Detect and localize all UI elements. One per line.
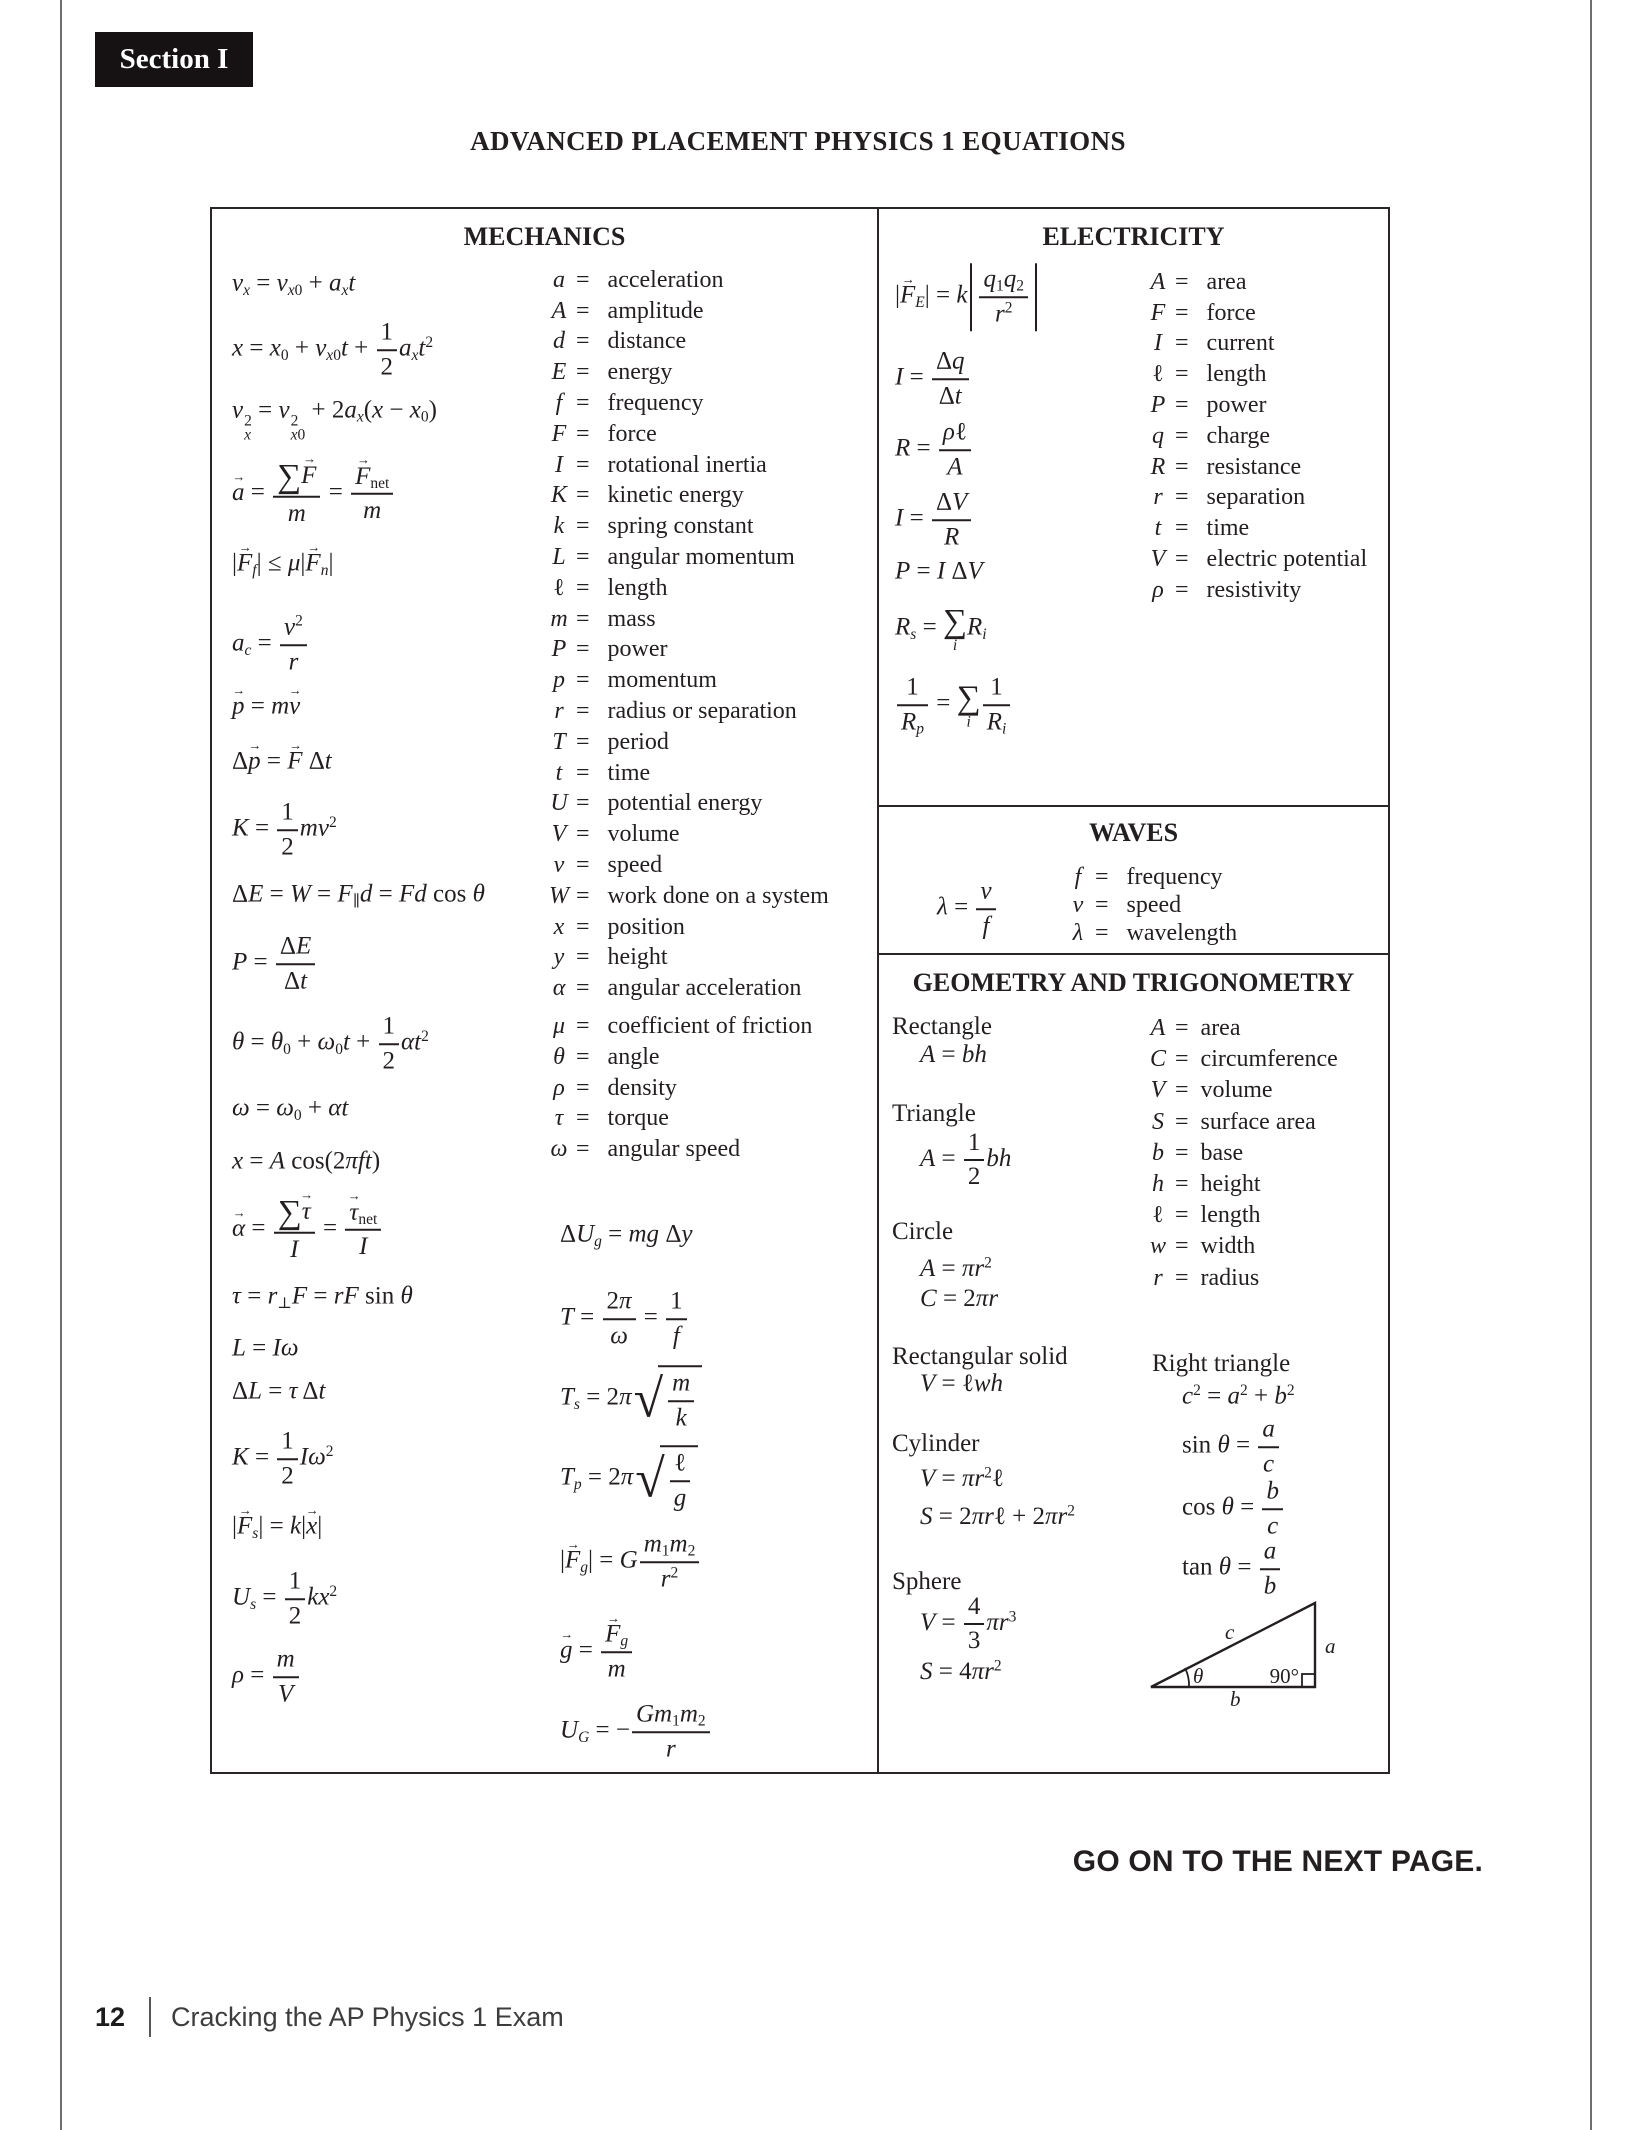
variable-row	[542, 511, 829, 542]
variable-row	[542, 1073, 829, 1104]
variable-definition: = frequency	[1095, 863, 1223, 890]
shape-formula	[953, 1218, 981, 1245]
geometry-panel	[879, 955, 1388, 1772]
variable-row	[542, 973, 829, 1004]
variable-row	[542, 850, 829, 881]
variable-row	[542, 481, 829, 512]
variable-definition: = amplitude	[576, 297, 704, 324]
shape-formula: A = bh	[920, 1041, 987, 1068]
variable-row	[1141, 1169, 1338, 1200]
equation: λ = $\frac{v}{f}$	[937, 877, 998, 941]
variable-definition: = radius	[1175, 1264, 1260, 1291]
shape-formula: V = $\frac{4}{3}$ $\pi r^3$	[920, 1593, 1017, 1654]
variable-symbol: I	[555, 451, 563, 478]
variable-symbol: α	[552, 975, 566, 1002]
variable-symbol: v	[1072, 891, 1084, 918]
variable-definition: = torque	[576, 1105, 669, 1132]
variable-symbol: ℓ	[553, 574, 565, 601]
variable-symbol: A	[1150, 1015, 1166, 1042]
variable-symbol: ℓ	[1152, 1202, 1164, 1229]
shape-label: Triangle	[892, 1100, 976, 1127]
variable-definition: = electric potential	[1175, 546, 1368, 573]
geometry-row	[892, 1013, 1020, 1041]
variable-symbol: S	[1152, 1108, 1164, 1135]
variable-row	[1141, 421, 1367, 452]
variable-definition: = acceleration	[576, 266, 724, 293]
variable-symbol: V	[1150, 546, 1166, 573]
variable-definition: = kinetic energy	[576, 482, 744, 509]
equation: $v_x = v_{x0} + a_xt$	[232, 269, 356, 299]
equation: $c^2 = a^2 + b^2$	[1182, 1382, 1295, 1410]
triangle-label-right-angle: 90°	[1269, 1664, 1299, 1688]
variable-row	[1141, 452, 1367, 483]
variable-definition: = density	[576, 1074, 677, 1101]
variable-row	[1141, 575, 1367, 606]
equation: L = Iω	[232, 1334, 299, 1362]
variable-symbol: r	[1153, 1264, 1163, 1291]
variable-row	[542, 388, 829, 419]
variable-symbol: C	[1149, 1046, 1166, 1073]
variable-definition: = angle	[576, 1043, 660, 1070]
geometry-row	[892, 1503, 1075, 1531]
equation: $\Delta E = W = F_\parallel d = Fd$ cos θ	[232, 880, 485, 910]
variable-symbol: f	[1074, 863, 1082, 890]
variable-definition: = force	[1175, 299, 1256, 326]
variable-definition: = length	[576, 574, 668, 601]
variable-row	[542, 635, 829, 666]
variable-symbol: f	[555, 390, 563, 417]
variable-definition: = volume	[576, 821, 680, 848]
variable-row	[542, 357, 829, 388]
variable-symbol: F	[1150, 299, 1166, 326]
variable-definition: = resistance	[1175, 453, 1302, 480]
waves-panel	[879, 807, 1388, 955]
shape-formula: $V = \pi r^2\ell$	[920, 1464, 1004, 1492]
variable-row	[1141, 1107, 1338, 1138]
variable-symbol: ω	[550, 1136, 568, 1163]
variable-row	[1141, 513, 1367, 544]
variable-row	[542, 327, 829, 358]
equation: $\frac{1}{R_p}$ = ∑ i $\frac{1}{R_i}$	[895, 673, 1012, 737]
variable-symbol: q	[1152, 422, 1164, 449]
variable-symbol: λ	[1072, 919, 1084, 946]
shape-formula: $A = \pi r^2$	[920, 1254, 992, 1282]
variable-definition: = area	[1175, 268, 1247, 295]
variable-symbol: μ	[552, 1013, 566, 1040]
geometry-row	[892, 1285, 998, 1313]
equation: tan θ = $\frac{a}{b}$	[1182, 1537, 1282, 1601]
equation: R = ρℓ A	[895, 418, 973, 482]
electricity-header: ELECTRICITY	[1042, 222, 1225, 251]
footer-divider	[149, 1997, 151, 2037]
variable-symbol: L	[552, 544, 566, 571]
variable-row	[542, 943, 829, 974]
mechanics-variable-list	[542, 265, 829, 1165]
variable-row	[1141, 359, 1367, 390]
variable-definition: = angular speed	[576, 1136, 741, 1163]
equation: $R_s$ = ∑ i $R_i$	[895, 603, 987, 654]
variable-symbol: p	[553, 667, 565, 694]
waves-header: WAVES	[1088, 818, 1179, 847]
equation: $\theta = \theta_0 + \omega_0t$ + $\frac{1}{2}$ $\alpha t^2$	[232, 1012, 429, 1074]
triangle-label-theta: θ	[1193, 1664, 1204, 1688]
variable-row	[542, 696, 829, 727]
variable-row	[542, 419, 829, 450]
variable-symbol: ℓ	[1152, 361, 1164, 388]
geometry-header: GEOMETRY AND TRIGONOMETRY	[912, 968, 1355, 997]
variable-symbol: h	[1152, 1171, 1164, 1198]
variable-row	[542, 758, 829, 789]
variable-row	[542, 727, 829, 758]
variable-symbol: P	[551, 636, 567, 663]
geometry-variable-list	[1141, 1013, 1338, 1294]
variable-definition: = power	[1175, 392, 1267, 419]
variable-definition: = energy	[576, 359, 673, 386]
right-triangle-label: Right triangle	[1152, 1350, 1291, 1377]
variable-symbol: x	[553, 913, 565, 940]
geometry-row	[892, 1129, 1011, 1191]
shape-formula: A = $\frac{1}{2}$ bh	[920, 1129, 1012, 1190]
right-angle-marker	[1302, 1674, 1315, 1687]
variable-symbol: ρ	[1152, 576, 1164, 603]
variable-row	[1141, 1075, 1338, 1106]
variable-symbol: E	[551, 359, 567, 386]
shape-formula: V = ℓwh	[920, 1370, 1004, 1397]
variable-row	[1141, 329, 1367, 360]
variable-row	[1141, 1263, 1338, 1294]
variable-definition: = angular acceleration	[576, 975, 802, 1002]
equation: |→ $F_s| = k|\to x|$	[232, 1513, 322, 1542]
equation: $x = x_0 + v_{x0}t$ + $\frac{1}{2}$ $a_xt^2$	[232, 318, 434, 380]
variable-definition: = speed	[576, 852, 663, 879]
variable-definition: = charge	[1175, 422, 1271, 449]
variable-row	[1141, 483, 1367, 514]
variable-symbol: A	[551, 297, 567, 324]
theta-arc	[1185, 1668, 1189, 1687]
variable-definition: = wavelength	[1095, 919, 1238, 946]
variable-definition: = mass	[576, 605, 656, 632]
variable-symbol: K	[550, 482, 567, 509]
variable-symbol: ρ	[553, 1074, 565, 1101]
variable-definition: = height	[1175, 1171, 1261, 1198]
variable-row	[542, 1134, 829, 1165]
variable-symbol: F	[551, 420, 567, 447]
geometry-row	[892, 1465, 1004, 1493]
variable-definition: = coefficient of friction	[576, 1013, 813, 1040]
variable-definition: = radius or separation	[576, 698, 797, 725]
variable-symbol: w	[1149, 1233, 1166, 1260]
electricity-variable-list	[1141, 267, 1367, 606]
equation: $\Delta U_g$ = mg Δy	[560, 1220, 693, 1250]
variable-symbol: d	[553, 328, 565, 355]
variable-symbol: A	[1150, 268, 1166, 295]
mechanics-header: MECHANICS	[463, 222, 626, 251]
triangle-label-b: b	[1230, 1687, 1241, 1710]
variable-row	[1141, 1200, 1338, 1231]
variable-definition: = resistivity	[1175, 576, 1302, 603]
geometry-row	[892, 1568, 989, 1596]
equation: |→ $F_E| = k$ $\frac{q_1q_2}{r^2}$	[895, 263, 1037, 331]
equation: |→ $F_g| = G$ $\frac{m_1m_2}{r^2}$	[560, 1530, 701, 1594]
variable-definition: = current	[1175, 330, 1275, 357]
variable-symbol: t	[555, 759, 563, 786]
equation: $T_s = 2\pi$ √ $\frac{m}{k}$	[560, 1365, 702, 1433]
geometry-row	[892, 1370, 1003, 1398]
variable-row	[542, 1042, 829, 1073]
variable-row	[542, 450, 829, 481]
equation: → α = $\frac{\sum\to \tau}{I}$ = → $\tau_{net}$ I	[232, 1196, 383, 1265]
equation: → a = $\frac{\sum\to F}{m}$ = → $F_{net}$ m	[232, 460, 395, 529]
geometry-row	[892, 1218, 981, 1246]
variable-definition: = speed	[1095, 891, 1182, 918]
variable-definition: = momentum	[576, 667, 717, 694]
geometry-row	[892, 1255, 992, 1283]
shape-label: Sphere	[892, 1568, 962, 1595]
shape-formula	[976, 1100, 1004, 1127]
variable-row	[542, 1011, 829, 1042]
shape-formula	[992, 1013, 1020, 1040]
book-title: Cracking the AP Physics 1 Exam	[171, 2001, 564, 2032]
equation: K = $\frac{1}{2}$ $mv^2$	[232, 798, 337, 860]
variable-row	[542, 604, 829, 635]
equation: P = $\frac{\Delta E}{\Delta t}$	[232, 932, 317, 996]
right-triangle-diagram	[1145, 1595, 1355, 1710]
variable-row	[1061, 891, 1237, 919]
variable-definition: = volume	[1175, 1077, 1273, 1104]
shape-formula	[961, 1568, 989, 1595]
shape-formula	[980, 1430, 1008, 1457]
variable-row	[1141, 1044, 1338, 1075]
variable-symbol: U	[550, 790, 568, 817]
variable-definition: = separation	[1175, 484, 1306, 511]
variable-symbol: P	[1150, 392, 1166, 419]
shape-formula	[1068, 1343, 1096, 1370]
variable-row	[1141, 1013, 1338, 1044]
page-title: ADVANCED PLACEMENT PHYSICS 1 EQUATIONS	[470, 126, 1126, 156]
page-number: 12	[95, 2001, 126, 2032]
variable-symbol: k	[553, 513, 565, 540]
shape-label: Cylinder	[892, 1430, 980, 1457]
geometry-row	[892, 1658, 1002, 1686]
variable-symbol: m	[550, 605, 568, 632]
variable-row	[542, 881, 829, 912]
equation: $\omega = \omega_0 + \alpha t$	[232, 1094, 349, 1124]
variable-symbol: I	[1154, 330, 1162, 357]
variable-row	[542, 265, 829, 296]
variable-symbol: a	[553, 266, 565, 293]
variable-row	[1141, 298, 1367, 329]
variable-definition: = area	[1175, 1015, 1241, 1042]
variable-row	[1141, 1138, 1338, 1169]
variable-definition: = work done on a system	[576, 882, 829, 909]
variable-symbol: W	[549, 882, 569, 909]
equation: $a_c$ = $\frac{v^2}{r}$	[232, 613, 309, 677]
variable-symbol: b	[1152, 1139, 1164, 1166]
equation: $\tau = r_\perp F$ = rF sin θ	[232, 1282, 413, 1312]
variable-definition: = surface area	[1175, 1108, 1316, 1135]
equation: → g = → $\frac{F_g}{m}$	[560, 1620, 634, 1684]
variable-definition: = potential energy	[576, 790, 763, 817]
variable-definition: = position	[576, 913, 685, 940]
equation: ΔL = τ Δt	[232, 1377, 326, 1405]
equation: Δ→ p = → F Δt	[232, 748, 332, 777]
variable-row	[542, 296, 829, 327]
equation: ρ = $\frac{m}{V}$	[232, 1645, 301, 1709]
geometry-row	[892, 1430, 1008, 1458]
equation: sin θ = $\frac{a}{c}$	[1182, 1415, 1281, 1479]
variable-definition: = distance	[576, 328, 687, 355]
variable-symbol: θ	[553, 1043, 565, 1070]
shape-label: Rectangular solid	[892, 1343, 1068, 1370]
variable-row	[542, 912, 829, 943]
equation: $T_p = 2\pi$ √ ℓ g	[560, 1445, 698, 1513]
variable-row	[542, 542, 829, 573]
variable-definition: = rotational inertia	[576, 451, 767, 478]
section-badge: Section I	[95, 32, 253, 87]
page-edge-left	[60, 0, 62, 2130]
variable-symbol: y	[553, 944, 565, 971]
variable-symbol: r	[1153, 484, 1163, 511]
variable-row	[542, 789, 829, 820]
variable-symbol: v	[553, 852, 565, 879]
variable-symbol: t	[1154, 515, 1162, 542]
equation: T = $\frac{2\pi}{\omega}$ = $\frac{1}{f}$	[560, 1287, 689, 1351]
equation: $U_s$ = $\frac{1}{2}$ $kx^2$	[232, 1567, 338, 1629]
page-footer	[95, 1995, 564, 2039]
triangle-label-c: c	[1225, 1620, 1235, 1644]
variable-definition: = force	[576, 420, 657, 447]
equation: I = $\frac{\Delta V}{R}$	[895, 488, 973, 552]
variable-row	[542, 573, 829, 604]
triangle-label-a: a	[1325, 1634, 1336, 1658]
variable-definition: = height	[576, 944, 668, 971]
shape-label: Rectangle	[892, 1013, 992, 1040]
equation-sheet-table	[210, 207, 1390, 1774]
equation: x = A cos(2πft)	[232, 1147, 381, 1175]
variable-definition: = spring constant	[576, 513, 754, 540]
variable-definition: = angular momentum	[576, 544, 795, 571]
shape-label: Circle	[892, 1218, 954, 1245]
variable-definition: = time	[576, 759, 651, 786]
equation: $U_G$ = − $\frac{Gm_1m_2}{r}$	[560, 1700, 712, 1764]
variable-definition: = width	[1175, 1233, 1256, 1260]
equation: P = I ΔV	[895, 557, 983, 585]
variable-row	[1141, 267, 1367, 298]
variable-row	[1061, 863, 1237, 891]
variable-definition: = period	[576, 728, 669, 755]
variable-definition: = length	[1175, 1202, 1261, 1229]
variable-row	[1141, 1231, 1338, 1262]
variable-row	[542, 1104, 829, 1135]
page-edge-right	[1590, 0, 1592, 2130]
equation: |→ $F_f| \le \mu|\to F_n|$	[232, 550, 333, 579]
mechanics-panel	[212, 209, 879, 1772]
equation: → p = m→ v	[232, 693, 300, 722]
shape-formula: $S = 4\pi r^2$	[920, 1657, 1002, 1685]
geometry-row	[892, 1593, 1016, 1655]
variable-symbol: V	[1150, 1077, 1166, 1104]
variable-row	[1061, 919, 1237, 947]
variable-definition: = base	[1175, 1139, 1244, 1166]
variable-definition: = power	[576, 636, 668, 663]
variable-symbol: τ	[554, 1105, 564, 1132]
variable-definition: = length	[1175, 361, 1267, 388]
variable-symbol: r	[554, 698, 564, 725]
equation: I = $\frac{\Delta q}{\Delta t}$	[895, 347, 971, 411]
waves-variable-list	[1061, 863, 1237, 947]
shape-formula: S = 2πrℓ + $2\pi r^2$	[920, 1502, 1075, 1530]
go-on-text: GO ON TO THE NEXT PAGE.	[1072, 1845, 1483, 1878]
equation: v 2 x = v 2 x0 + $2a_x(x - x_0)$	[232, 396, 437, 444]
geometry-row	[892, 1343, 1096, 1371]
variable-definition: = time	[1175, 515, 1250, 542]
shape-formula: C = 2πr	[920, 1285, 999, 1312]
variable-definition: = circumference	[1175, 1046, 1338, 1073]
variable-definition: = frequency	[576, 390, 704, 417]
geometry-row	[892, 1100, 1004, 1128]
electricity-panel	[879, 209, 1388, 807]
variable-symbol: T	[552, 728, 566, 755]
variable-row	[542, 819, 829, 850]
variable-symbol: V	[551, 821, 567, 848]
equation: cos θ = $\frac{b}{c}$	[1182, 1477, 1285, 1541]
variable-symbol: R	[1150, 453, 1166, 480]
equation: K = $\frac{1}{2}$ $I\omega^2$	[232, 1427, 334, 1489]
variable-row	[1141, 390, 1367, 421]
geometry-row	[892, 1041, 987, 1069]
variable-row	[542, 665, 829, 696]
variable-row	[1141, 544, 1367, 575]
